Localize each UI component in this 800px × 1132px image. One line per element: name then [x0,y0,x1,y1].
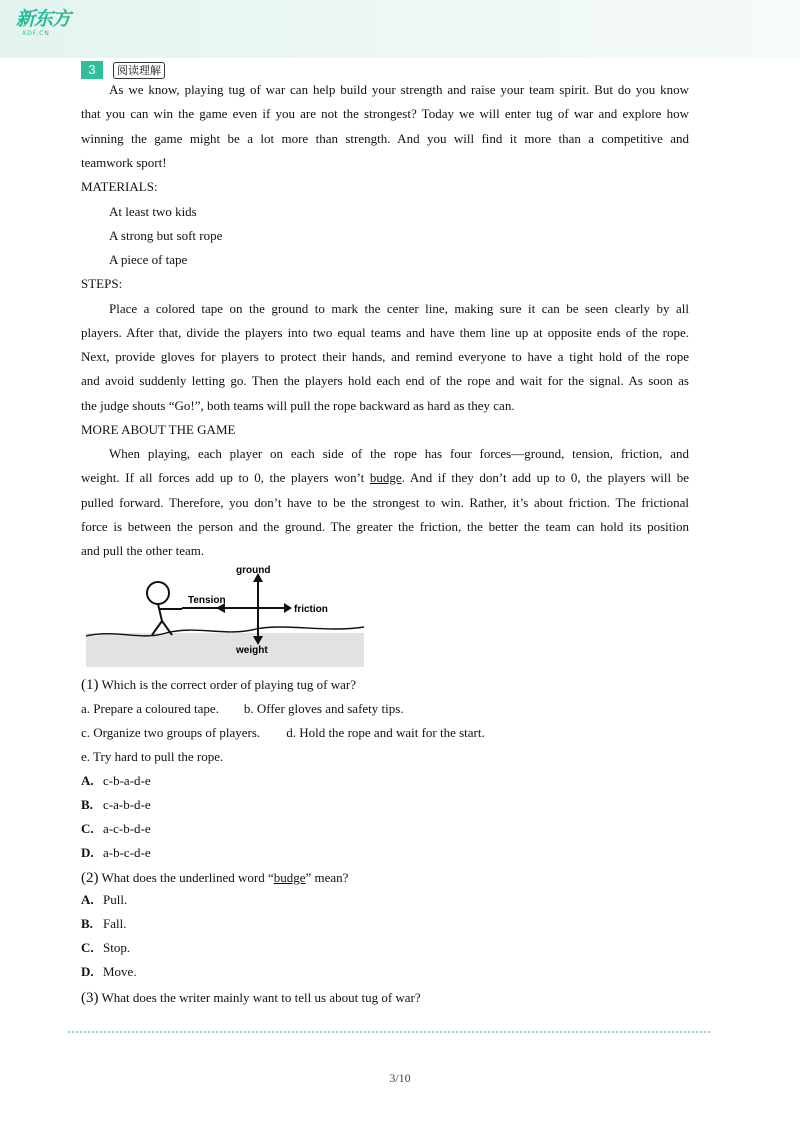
q2-text: What does the underlined word “ [101,870,274,885]
more-text: weight. If all forces add up to 0, the players won’t [81,470,370,485]
q2-option[interactable] [81,936,689,960]
q2-option[interactable] [81,960,689,984]
intro-line: teamwork sport! [81,155,167,170]
q1-stem [81,673,689,697]
option-letter: B. [81,916,93,931]
option-letter: C. [81,940,94,955]
q1-option[interactable] [81,817,689,841]
material-item: A strong but soft rope [109,228,223,243]
more-heading: MORE ABOUT THE GAME [81,422,236,437]
question-number-badge: 3 [81,61,103,79]
header-band [0,0,800,58]
option-text: Move. [103,964,137,979]
more-line: When playing, each player on each side of the rope has four forces—ground, tension, friction, and [109,446,689,461]
label-friction: friction [294,604,328,615]
underlined-word-budge: budge [369,470,402,485]
q3-stem [81,986,689,1010]
more-line: and pull the other team. [81,543,205,558]
q1-number: (1) [81,677,99,693]
label-tension: Tension [188,595,226,606]
q2-text: ” mean? [305,870,349,885]
label-weight: weight [236,645,268,656]
q1-step-b: b. Offer gloves and safety tips. [243,701,404,716]
q1-text: Which is the correct order of playing tug of war? [101,677,356,692]
option-text: Pull. [103,892,128,907]
option-text: c-a-b-d-e [103,797,151,812]
q2-stem [81,866,689,890]
q3-number: (3) [81,990,99,1006]
option-text: Fall. [103,916,127,931]
steps-line: Next, provide gloves for players to protect their hands, and remind everyone to have a tight hold of the rope [81,349,689,364]
materials-heading: MATERIALS: [81,179,158,194]
option-letter: B. [81,797,93,812]
q3-text: What does the writer mainly want to tell us about tug of war? [101,990,421,1005]
xdf-logo [16,8,76,44]
option-letter: A. [81,892,94,907]
steps-line: Place a colored tape on the ground to mark the center line, making sure it can be seen clearly by all [109,301,689,316]
q1-steps-row [81,721,689,745]
q1-step-d: d. Hold the rope and wait for the start. [286,725,485,740]
q1-step-e: e. Try hard to pull the rope. [81,749,224,764]
option-text: a-b-c-d-e [103,845,151,860]
logo-subtext: XDF.CN [22,30,50,37]
steps-line: and avoid suddenly letting go. Then the players hold each end of the rope and wait for the signal. As soon as [81,373,689,388]
option-letter: D. [81,964,94,979]
more-text: . And if they don’t add up to 0, the players will be [401,470,689,485]
q1-step-c: c. Organize two groups of players. [81,725,261,740]
q1-steps-row [81,697,689,721]
option-letter: A. [81,773,94,788]
tug-of-war-force-diagram [86,563,364,667]
intro-line: that you can win the game even if you are not the strongest? Today we will enter tug of war and explore how [81,106,689,121]
material-item: A piece of tape [109,252,188,267]
more-line [81,466,689,490]
q1-option[interactable] [81,793,689,817]
option-text: Stop. [103,940,131,955]
label-ground: ground [236,565,271,576]
steps-heading: STEPS: [81,276,123,291]
q1-option[interactable] [81,769,689,793]
option-letter: D. [81,845,94,860]
intro-line: winning the game might be a lot more than strength. And you will find it more than a competitive and [81,131,689,146]
logo-text: 新东方 [16,8,71,30]
option-text: c-b-a-d-e [103,773,151,788]
option-letter: C. [81,821,94,836]
steps-line: the judge shouts “Go!”, both teams will pull the rope backward as hard as they can. [81,398,515,413]
q2-option[interactable] [81,888,689,912]
option-text: a-c-b-d-e [103,821,151,836]
question-header [81,61,165,79]
steps-line: players. After that, divide the players into two equal teams and have them line up at opposite ends of the rope. [81,325,689,340]
q2-option[interactable] [81,912,689,936]
more-line: force is between the person and the ground. The greater the friction, the better the team can hold its position [81,519,689,534]
q2-number: (2) [81,870,99,886]
page-number: 3/10 [389,1071,411,1085]
question-type-label: 阅读理解 [113,62,165,79]
more-line: pulled forward. Therefore, you don’t have to be the strongest to win. Rather, it’s about friction. The frictional [81,495,689,510]
dotted-divider [68,1031,710,1033]
q2-underlined-word: budge [273,870,306,885]
ground-shading [86,633,364,667]
q1-option[interactable] [81,841,689,865]
q1-step-a: a. Prepare a coloured tape. [81,701,219,716]
friction-arrowhead [284,603,292,613]
stick-figure [147,582,182,635]
intro-line: As we know, playing tug of war can help build your strength and raise your team spirit. But do you know [109,82,689,97]
material-item: At least two kids [109,204,197,219]
